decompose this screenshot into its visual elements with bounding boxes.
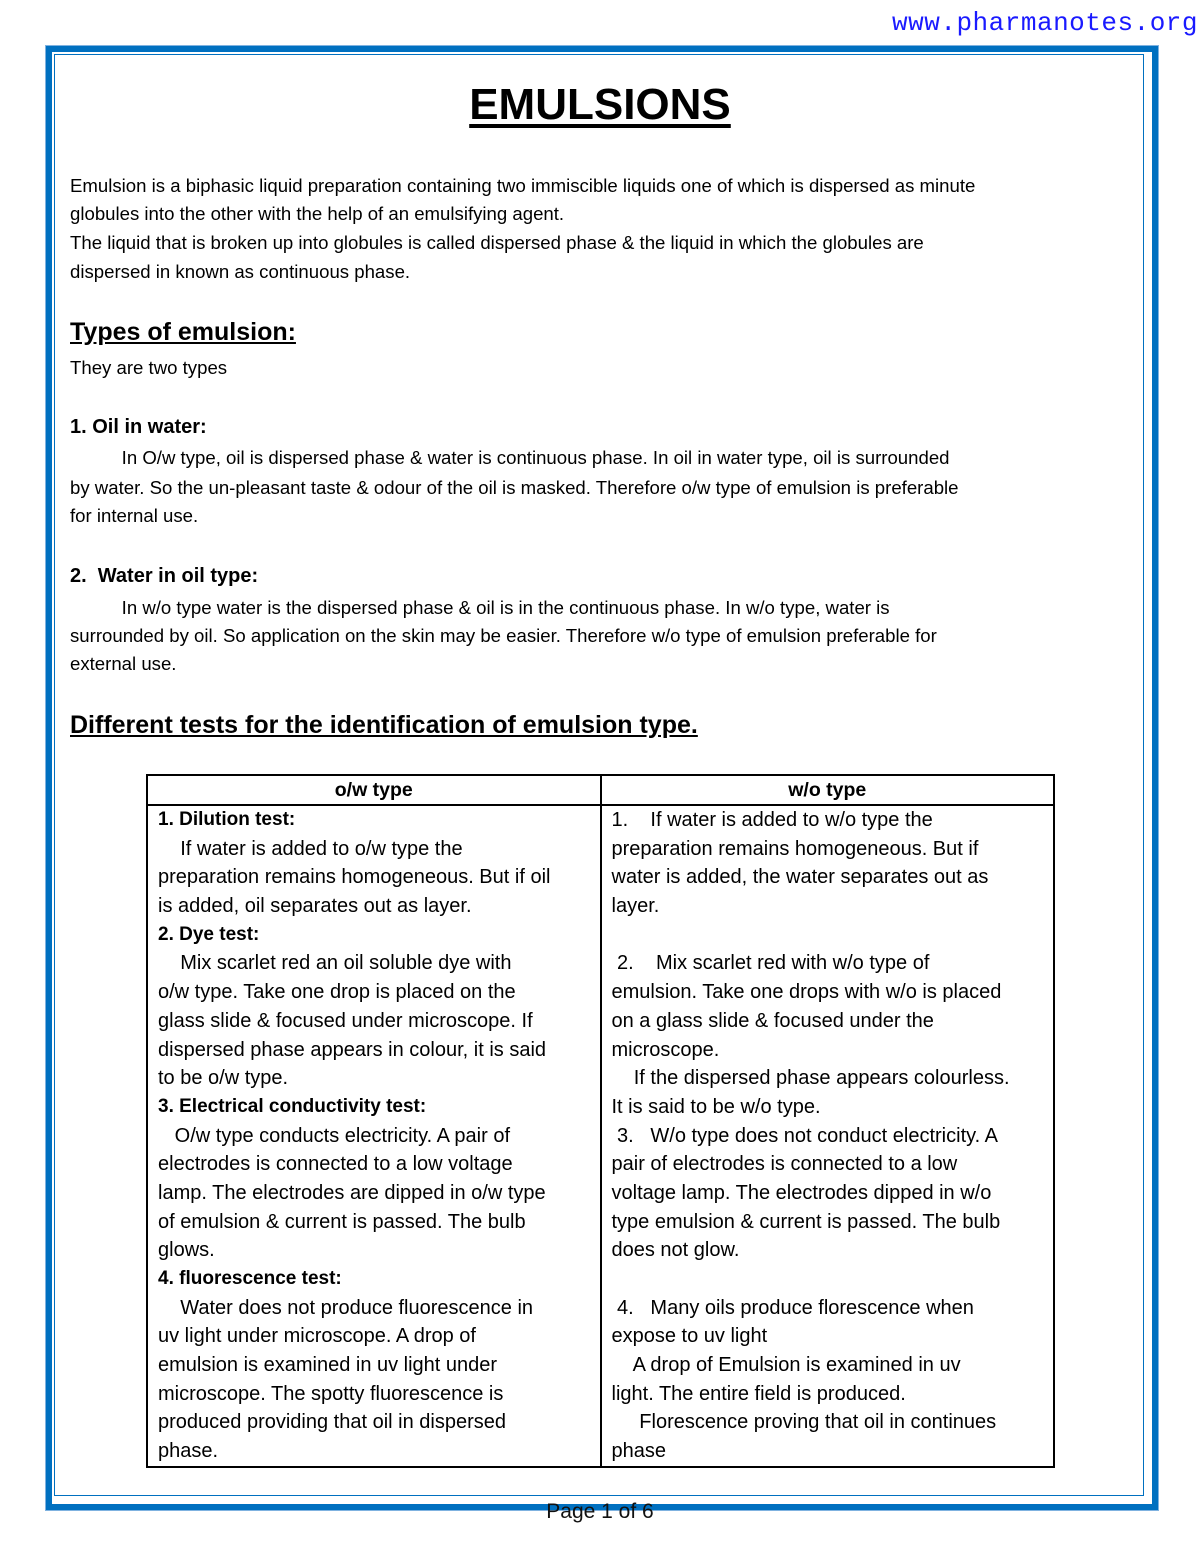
cell-text-line: preparation remains homogeneous. But if oil (158, 866, 551, 889)
table-row (147, 805, 1054, 1467)
cell-text-line: voltage lamp. The electrodes dipped in w/o (611, 1181, 992, 1204)
cell-text-line: microscope. The spotty fluorescence is (158, 1382, 504, 1405)
cell-text-line: does not glow. (611, 1239, 740, 1262)
test-name: 2. Dye test: (158, 923, 260, 945)
cell-text-line: pair of electrodes is connected to a low (611, 1153, 958, 1176)
cell-text-line: glows. (158, 1239, 215, 1262)
cell-text-line: lamp. The electrodes are dipped in o/w type (158, 1181, 546, 1204)
cell-text-line: is added, oil separates out as layer. (158, 895, 472, 918)
intro-line: globules into the other with the help of an emulsifying agent. (70, 203, 565, 224)
oil-in-water-line: by water. So the un-pleasant taste & odour of the oil is masked. Therefore o/w type of emulsion is preferable (70, 477, 959, 498)
cell-text-line (602, 1265, 1054, 1294)
cell-text-line: electrodes is connected to a low voltage (158, 1153, 513, 1176)
cell-text-line: type emulsion & current is passed. The bulb (611, 1210, 1001, 1233)
header-ow-type: o/w type (147, 775, 601, 805)
page-number: Page 1 of 6 (546, 1500, 654, 1523)
cell-text-line: to be o/w type. (158, 1067, 289, 1090)
intro-line: dispersed in known as continuous phase. (70, 261, 411, 282)
cell-text-line: glass slide & focused under microscope. If (158, 1009, 533, 1032)
cell-text-line: microscope. (611, 1038, 720, 1061)
cell-text-line: A drop of Emulsion is examined in uv (611, 1354, 961, 1377)
cell-text-line: 2. Mix scarlet red with w/o type of (611, 952, 930, 975)
cell-text-line: 1. If water is added to w/o type the (611, 809, 933, 831)
cell-text-line: uv light under microscope. A drop of (158, 1325, 476, 1348)
cell-text-line: emulsion is examined in uv light under (158, 1354, 498, 1377)
types-subtitle: They are two types (70, 357, 228, 378)
cell-text-line (602, 921, 1054, 950)
cell-text-line: layer. (611, 895, 660, 918)
table-header-row (147, 775, 1054, 805)
cell-text-line: If the dispersed phase appears colourless. (611, 1067, 1010, 1090)
oil-in-water-line: for internal use. (70, 505, 199, 526)
intro-line: The liquid that is broken up into globules is called dispersed phase & the liquid in which the globules are (70, 232, 924, 253)
wo-type-cell (601, 805, 1055, 1467)
document-title: EMULSIONS (469, 80, 731, 129)
cell-text-line: dispersed phase appears in colour, it is said (158, 1038, 547, 1061)
cell-text-line: If water is added to o/w type the (158, 837, 463, 860)
types-heading: Types of emulsion: (70, 318, 296, 346)
cell-text-line: on a glass slide & focused under the (611, 1009, 934, 1032)
tests-heading: Different tests for the identification of emulsion type. (70, 711, 698, 739)
cell-text-line: light. The entire field is produced. (611, 1382, 906, 1405)
cell-text-line: phase (611, 1440, 666, 1463)
water-in-oil-line: external use. (70, 653, 177, 674)
cell-text-line: of emulsion & current is passed. The bulb (158, 1210, 526, 1233)
cell-text-line: O/w type conducts electricity. A pair of (158, 1124, 511, 1147)
cell-text-line: preparation remains homogeneous. But if (611, 837, 979, 860)
emulsion-tests-table (146, 774, 1055, 1468)
cell-text-line: phase. (158, 1440, 219, 1463)
cell-text-line: Florescence proving that oil in continues (611, 1411, 997, 1434)
cell-text-line: o/w type. Take one drop is placed on the (158, 981, 516, 1004)
cell-text-line: It is said to be w/o type. (611, 1095, 821, 1118)
test-name: 1. Dilution test: (158, 809, 296, 830)
water-in-oil-heading: 2. Water in oil type: (70, 565, 259, 587)
cell-text-line: Mix scarlet red an oil soluble dye with (158, 952, 512, 975)
test-name: 4. fluorescence test: (158, 1268, 342, 1289)
website-url[interactable]: www.pharmanotes.org (892, 8, 1198, 38)
cell-text-line: expose to uv light (611, 1325, 768, 1348)
water-in-oil-line: In w/o type water is the dispersed phase & oil is in the continuous phase. In w/o type, water is (70, 597, 890, 618)
oil-in-water-heading: 1. Oil in water: (70, 416, 207, 438)
intro-line: Emulsion is a biphasic liquid preparation containing two immiscible liquids one of which is dispersed as minute (70, 175, 976, 196)
water-in-oil-line: surrounded by oil. So application on the skin may be easier. Therefore w/o type of emulsion preferable for (70, 625, 937, 646)
cell-text-line: Water does not produce fluorescence in (158, 1296, 534, 1319)
cell-text-line: 4. Many oils produce florescence when (611, 1296, 974, 1319)
cell-text-line: water is added, the water separates out as (611, 866, 989, 889)
cell-text-line: 3. W/o type does not conduct electricity. A (611, 1124, 998, 1147)
oil-in-water-line: In O/w type, oil is dispersed phase & water is continuous phase. In oil in water type, oil is surrounded (70, 447, 950, 468)
header-wo-type: w/o type (601, 775, 1055, 805)
cell-text-line: produced providing that oil in dispersed (158, 1411, 506, 1434)
test-name: 3. Electrical conductivity test: (158, 1095, 427, 1117)
cell-text-line: emulsion. Take one drops with w/o is placed (611, 981, 1002, 1004)
ow-type-cell (147, 805, 601, 1467)
